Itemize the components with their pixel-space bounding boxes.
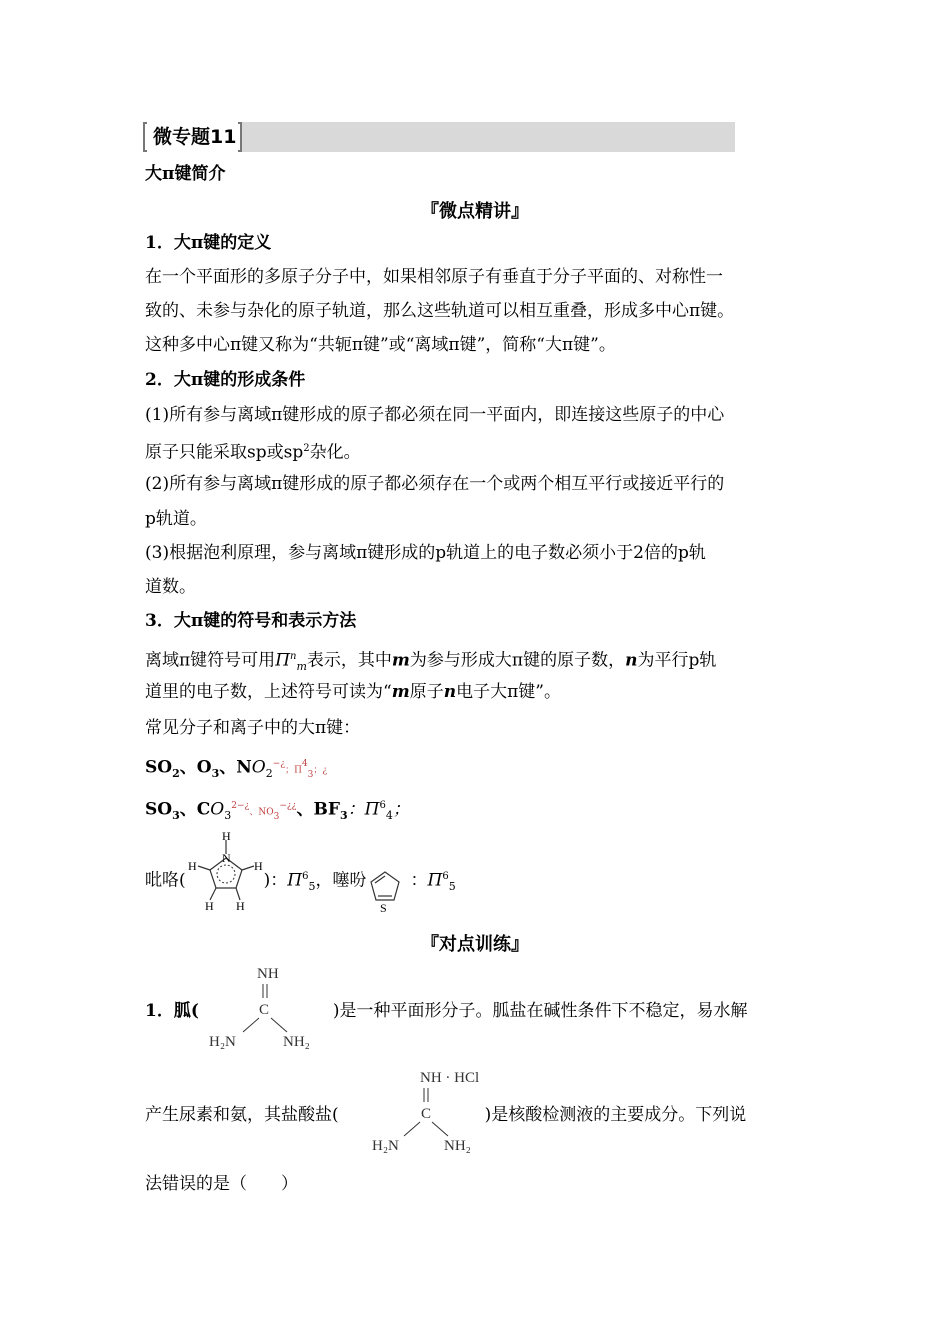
subscript: 3 [307, 770, 314, 781]
question-text: )是一种平面形分子。胍盐在碱性条件下不稳定，易水解 [332, 1001, 748, 1021]
subscript: 3 [339, 809, 348, 823]
subscript: 3 [172, 809, 180, 823]
topic-badge: 微专题11 [143, 122, 242, 152]
structure-label: C [259, 1002, 270, 1018]
pi-symbol: ：Π [347, 799, 380, 820]
subscript: 2 [172, 767, 180, 781]
pyrrole-structure-image [186, 826, 268, 916]
formula: 、BF [296, 799, 340, 820]
hydrogen-label: H [222, 829, 231, 843]
structure-label: NH₂ [283, 1034, 310, 1050]
example-line-1 [145, 753, 327, 786]
question-number: 1．胍( [145, 1001, 199, 1021]
subscript: 5 [308, 880, 316, 894]
structure-label: NH · HCl [420, 1070, 480, 1086]
superscript: −¿¿ [279, 801, 297, 811]
subscript: 2 [265, 767, 273, 781]
paragraph-line: 致的、未参与杂化的原子轨道，那么这些轨道可以相互重叠，形成多中心π键。 [145, 301, 735, 321]
variable: m [391, 682, 410, 702]
example-line-2 [145, 795, 410, 828]
superscript: −¿ [272, 759, 286, 769]
text: 电子大π键”。 [456, 682, 561, 702]
section-heading-practice: 『对点训练』 [421, 934, 529, 955]
structure-label: C [421, 1106, 432, 1122]
structure-label: NH₂ [444, 1138, 471, 1154]
formula: O [210, 799, 225, 820]
topic-badge-bar [143, 122, 735, 152]
condition-text: 原子只能采取sp或sp [145, 442, 304, 463]
thiophene-structure-image [365, 866, 405, 916]
formula: O [251, 757, 266, 778]
superscript: 2−¿ [231, 801, 250, 811]
sulfur-label: S [380, 901, 387, 915]
subscript: 4 [385, 809, 393, 823]
condition-line: (3)根据泡利原理，参与离域π键形成的p轨道上的电子数必须小于2倍的p轨 [145, 543, 706, 563]
guanidine-hcl-structure-image [368, 1066, 518, 1158]
subscript: 5 [448, 880, 456, 894]
heading-notation: 3．大π键的符号和表示方法 [145, 611, 357, 631]
question-text: 产生尿素和氨，其盐酸盐( [145, 1105, 339, 1125]
text: 离域π键符号可用 [145, 650, 276, 671]
text: 吡咯( [145, 870, 186, 891]
text: )： [263, 870, 288, 891]
guanidine-structure-image [205, 962, 325, 1054]
condition-line: (2)所有参与离域π键形成的原子都必须存在一个或两个相互平行或接近平行的 [145, 474, 725, 494]
subscript: 3 [273, 812, 280, 823]
subscript: 3 [211, 767, 220, 781]
text: 表示，其中 [306, 650, 392, 671]
text: 原子 [409, 682, 444, 702]
subscript: m [296, 660, 307, 674]
superscript: 4 [301, 759, 308, 769]
formula: SO [145, 799, 173, 820]
formula: 、O [179, 757, 212, 778]
punctuation: ； [392, 799, 410, 820]
structure-label: H₂N [209, 1034, 236, 1050]
text: 为平行p轨 [637, 650, 717, 671]
hydrogen-label: H [205, 899, 214, 913]
superscript: 6 [302, 871, 309, 882]
variable: n [443, 682, 457, 702]
pi-symbol: Π [427, 870, 443, 891]
superscript: 2 [303, 443, 310, 454]
section-heading-explain: 『微点精讲』 [421, 201, 529, 222]
formula: 、N [219, 757, 252, 778]
condition-line: p轨道。 [145, 509, 207, 529]
paragraph-line: 在一个平面形的多原子分子中，如果相邻原子有垂直于分子平面的、对称性一 [145, 267, 723, 287]
pi-symbol: Π [287, 870, 303, 891]
hydrogen-label: H [254, 859, 263, 873]
question-line: 法错误的是（ ） [145, 1174, 298, 1194]
condition-line [145, 438, 361, 464]
annotation: ；Π [285, 765, 302, 776]
subscript: 3 [224, 809, 232, 823]
pi-symbol: Π [275, 650, 291, 671]
hydrogen-label: H [188, 859, 197, 873]
text: 道里的电子数，上述符号可读为“ [145, 682, 392, 702]
formula: 、C [179, 799, 211, 820]
superscript: n [290, 651, 297, 662]
annotation: ；¿ [313, 765, 328, 776]
formula: SO [145, 757, 173, 778]
text: 为参与形成大π键的原子数， [409, 650, 626, 671]
heading-definition: 1．大π键的定义 [145, 233, 272, 253]
hydrogen-label: H [236, 899, 245, 913]
condition-line: (1)所有参与离域π键形成的原子都必须在同一平面内，即连接这些原子的中心 [145, 405, 725, 425]
superscript: 6 [379, 800, 386, 811]
annotation: 、NO [249, 807, 274, 818]
question-text: )是核酸检测液的主要成分。下列说 [484, 1105, 747, 1125]
notation-line [145, 646, 716, 678]
heading-conditions: 2．大π键的形成条件 [145, 370, 306, 390]
text: ： [410, 870, 428, 891]
superscript: 6 [442, 871, 449, 882]
nitrogen-label: N [222, 851, 231, 865]
variable: n [625, 650, 638, 671]
structure-label: H₂N [372, 1138, 399, 1154]
condition-text: 杂化。 [309, 442, 361, 463]
variable: m [391, 650, 410, 671]
page-title: 大π键简介 [145, 164, 226, 184]
text: ，噻吩 [315, 870, 367, 891]
notation-line [145, 681, 561, 703]
condition-line: 道数。 [145, 577, 196, 597]
structure-label: NH [257, 966, 279, 982]
common-examples-intro: 常见分子和离子中的大π键： [145, 718, 361, 738]
paragraph-line: 这种多中心π键又称为“共轭π键”或“离域π键”，简称“大π键”。 [145, 335, 616, 355]
